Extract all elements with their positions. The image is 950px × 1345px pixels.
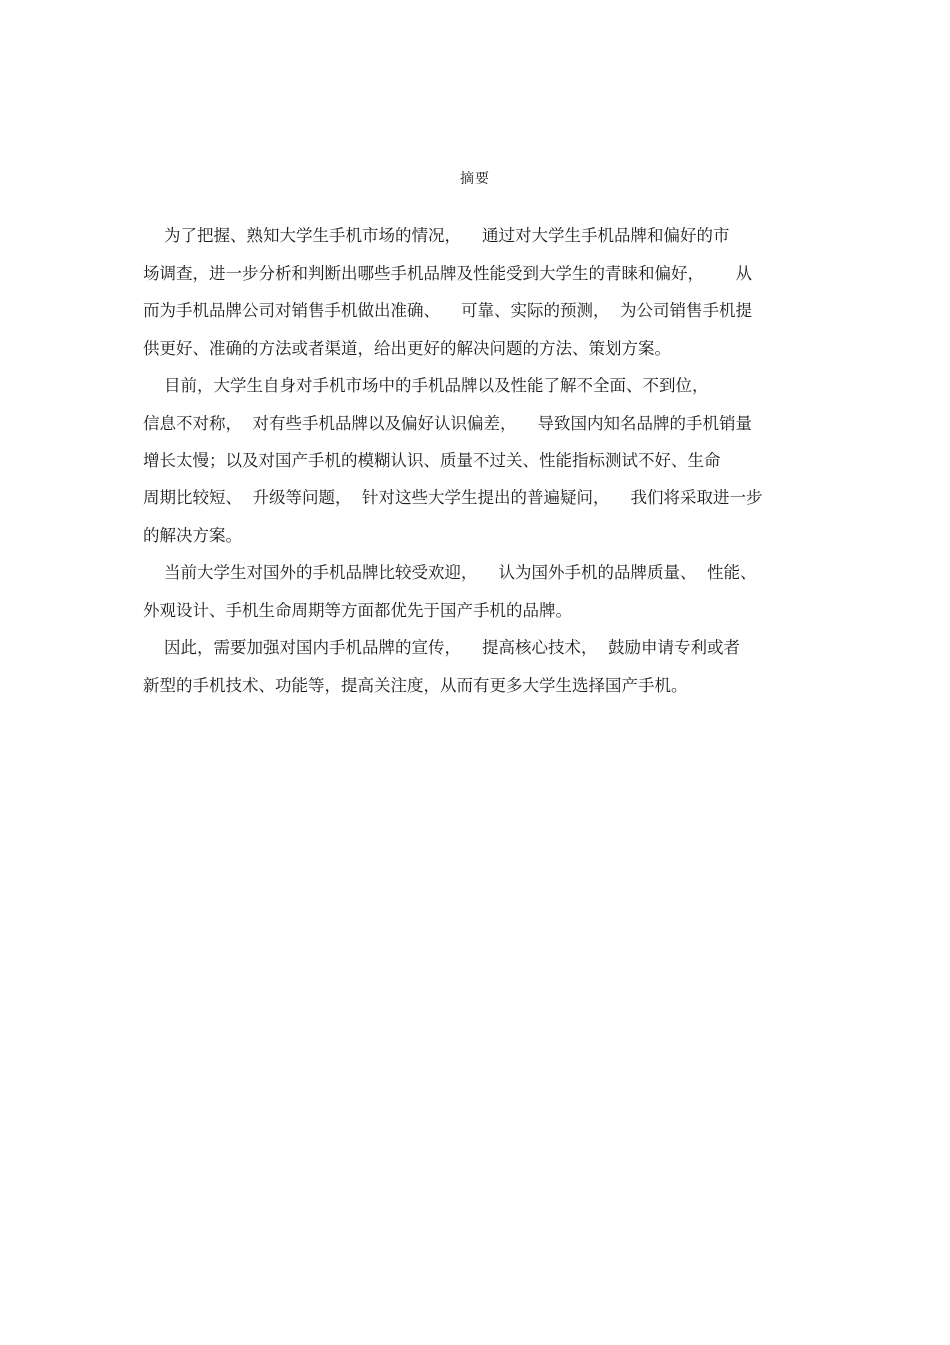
text-line-10: 当前大学生对国外的手机品牌比较受欢迎， 认为国外手机的品牌质量、 性能、 <box>143 563 757 582</box>
text-line-7: 增长太慢；以及对国产手机的模糊认识、质量不过关、性能指标测试不好、生命 <box>143 451 721 470</box>
text-line-13: 新型的手机技术、功能等，提高关注度，从而有更多大学生选择国产手机。 <box>143 676 688 695</box>
text-line-1: 为了把握、熟知大学生手机市场的情况， 通过对大学生手机品牌和偏好的市 <box>143 226 730 245</box>
text-line-2: 场调查，进一步分析和判断出哪些手机品牌及性能受到大学生的青睐和偏好， 从 <box>143 264 752 283</box>
abstract-title: 摘要 <box>460 171 490 187</box>
text-line-9: 的解决方案。 <box>143 526 242 545</box>
text-line-8: 周期比较短、 升级等问题， 针对这些大学生提出的普遍疑问， 我们将采取进一步 <box>143 488 763 507</box>
text-line-5: 目前，大学生自身对手机市场中的手机品牌以及性能了解不全面、不到位， <box>143 376 709 395</box>
text-line-12: 因此，需要加强对国内手机品牌的宣传， 提高核心技术， 鼓励申请专利或者 <box>143 638 740 657</box>
text-line-6: 信息不对称， 对有些手机品牌以及偏好认识偏差， 导致国内知名品牌的手机销量 <box>143 414 752 433</box>
text-line-3: 而为手机品牌公司对销售手机做出准确、 可靠、实际的预测， 为公司销售手机提 <box>143 301 752 320</box>
text-line-11: 外观设计、手机生命周期等方面都优先于国产手机的品牌。 <box>143 601 572 620</box>
text-line-4: 供更好、准确的方法或者渠道，给出更好的解决问题的方法、策划方案。 <box>143 339 671 358</box>
